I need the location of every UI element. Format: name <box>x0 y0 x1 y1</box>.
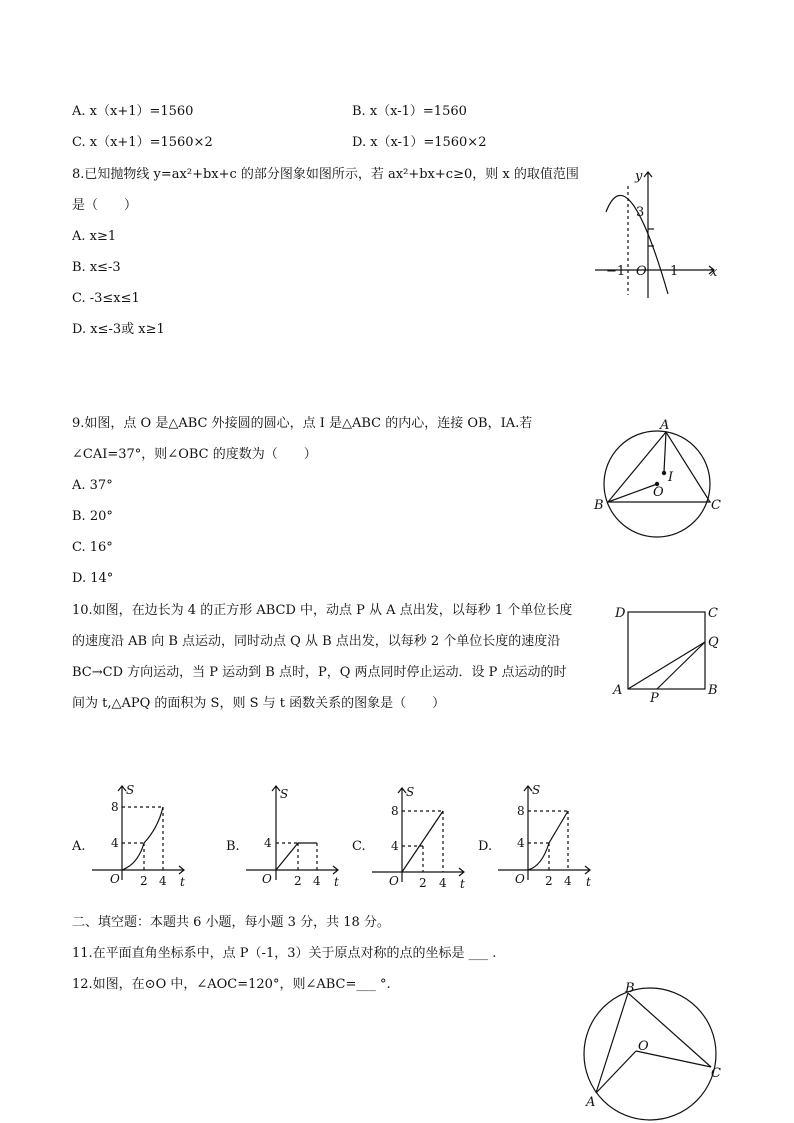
q9-option-c: C. 16° <box>72 540 113 555</box>
q8-option-d: D. x≤-3或 x≥1 <box>72 322 165 337</box>
q9-label-i: I <box>668 470 674 485</box>
q10-c-x4: 4 <box>439 876 447 890</box>
q10-d-t: t <box>586 875 591 889</box>
q10-d-s: S <box>532 783 541 797</box>
q7-option-b: B. x（x-1）=1560 <box>352 104 467 119</box>
q9-label-c: C <box>711 498 721 513</box>
q8-stem-line2: 是（ ） <box>72 198 138 213</box>
q12-label-c: C <box>711 1066 721 1081</box>
q12-radius-oa <box>596 1051 636 1093</box>
q10-b-s: S <box>280 787 289 801</box>
q9-stem-line1: 9.如图，点 O 是△ABC 外接圆的圆心，点 I 是△ABC 的内心，连接 OB，IA.若 <box>72 416 533 431</box>
q10-d-o: O <box>515 872 525 886</box>
q8-option-c: C. -3≤x≤1 <box>72 291 140 306</box>
q8-label-x: x <box>710 265 718 280</box>
q10-a-x4: 4 <box>159 874 167 888</box>
q10-a-s: S <box>126 783 135 797</box>
q8-label-y: y <box>635 169 643 184</box>
q7-option-c: C. x（x+1）=1560×2 <box>72 135 213 150</box>
q10-stem-line1: 10.如图，在边长为 4 的正方形 ABCD 中，动点 P 从 A 点出发，以每秒 1 个单位长度 <box>72 603 573 618</box>
q7-option-d: D. x（x-1）=1560×2 <box>352 135 487 150</box>
q10-b-y4: 4 <box>264 836 272 850</box>
q10-stem-line2: 的速度沿 AB 向 B 点运动，同时动点 Q 从 B 点出发，以每秒 2 个单位长度的速度沿 <box>72 634 561 649</box>
q7-option-a: A. x（x+1）=1560 <box>72 104 194 119</box>
q9-option-d: D. 14° <box>72 571 114 586</box>
q10-d-x2: 2 <box>545 874 553 888</box>
q10-stem-line4: 间为 t,△APQ 的面积为 S，则 S 与 t 函数关系的图象是（ ） <box>72 696 446 711</box>
q10-b-t: t <box>334 875 339 889</box>
q10-b-o: O <box>262 872 272 886</box>
q10-option-c-label: C. <box>352 839 366 854</box>
q10-label-a: A <box>613 683 623 698</box>
q10-c-t: t <box>460 877 465 891</box>
q10-d-x4: 4 <box>564 874 572 888</box>
q9-stem-line2: ∠CAI=37°，则∠OBC 的度数为（ ） <box>72 447 317 462</box>
q12-chord-bc <box>628 993 711 1067</box>
q8-option-b: B. x≤-3 <box>72 260 121 275</box>
q10-option-b-label: B. <box>226 839 240 854</box>
q10-d-y8: 8 <box>517 804 525 818</box>
q10-c-y8: 8 <box>391 804 399 818</box>
section-2-heading: 二、填空题：本题共 6 小题，每小题 3 分，共 18 分。 <box>72 915 390 930</box>
q8-label-neg1: −1 <box>606 264 626 279</box>
q12-label-o: O <box>638 1039 649 1054</box>
q12-label-b: B <box>625 981 635 996</box>
q10-option-d-label: D. <box>478 839 493 854</box>
q8-label-1: 1 <box>670 264 679 279</box>
q10-a-t: t <box>180 875 185 889</box>
q10-label-d: D <box>615 606 626 621</box>
q8-label-3: 3 <box>636 205 645 220</box>
q12-chord-ba <box>596 993 628 1093</box>
q12-label-a: A <box>586 1095 596 1110</box>
q10-d-y4: 4 <box>517 836 525 850</box>
q10-b-x2: 2 <box>294 874 302 888</box>
q10-a-y4: 4 <box>111 836 119 850</box>
q10-a-o: O <box>110 872 120 886</box>
q10-a-y8: 8 <box>111 800 119 814</box>
q11-stem: 11.在平面直角坐标系中，点 P（-1，3）关于原点对称的点的坐标是 ___ . <box>72 946 497 961</box>
q9-label-b: B <box>594 498 604 513</box>
q10-c-x2: 2 <box>419 876 427 890</box>
q10-stem-line3: BC→CD 方向运动，当 P 运动到 B 点时，P，Q 两点同时停止运动．设 P 点运动的时 <box>72 665 567 680</box>
q10-label-p: P <box>650 691 659 706</box>
q10-b-x4: 4 <box>313 874 321 888</box>
q10-c-y4: 4 <box>391 839 399 853</box>
q8-stem-line1: 8.已知抛物线 y=ax²+bx+c 的部分图象如图所示，若 ax²+bx+c≥0，则 x 的取值范围 <box>72 167 579 182</box>
q8-option-a: A. x≥1 <box>72 229 117 244</box>
q10-a-x2: 2 <box>140 874 148 888</box>
q10-option-a-label: A. <box>72 839 86 854</box>
q10-label-b: B <box>708 683 718 698</box>
q9-option-b: B. 20° <box>72 509 113 524</box>
q12-stem: 12.如图，在⊙O 中，∠AOC=120°，则∠ABC=___ °. <box>72 977 391 992</box>
q9-option-a: A. 37° <box>72 478 113 493</box>
q9-label-o: O <box>653 485 664 500</box>
q10-label-q: Q <box>708 635 719 650</box>
q10-c-o: O <box>389 874 399 888</box>
q10-c-s: S <box>406 785 415 799</box>
q8-label-origin: O <box>636 264 647 279</box>
q10-label-c: C <box>708 606 718 621</box>
q9-label-a: A <box>660 418 670 433</box>
